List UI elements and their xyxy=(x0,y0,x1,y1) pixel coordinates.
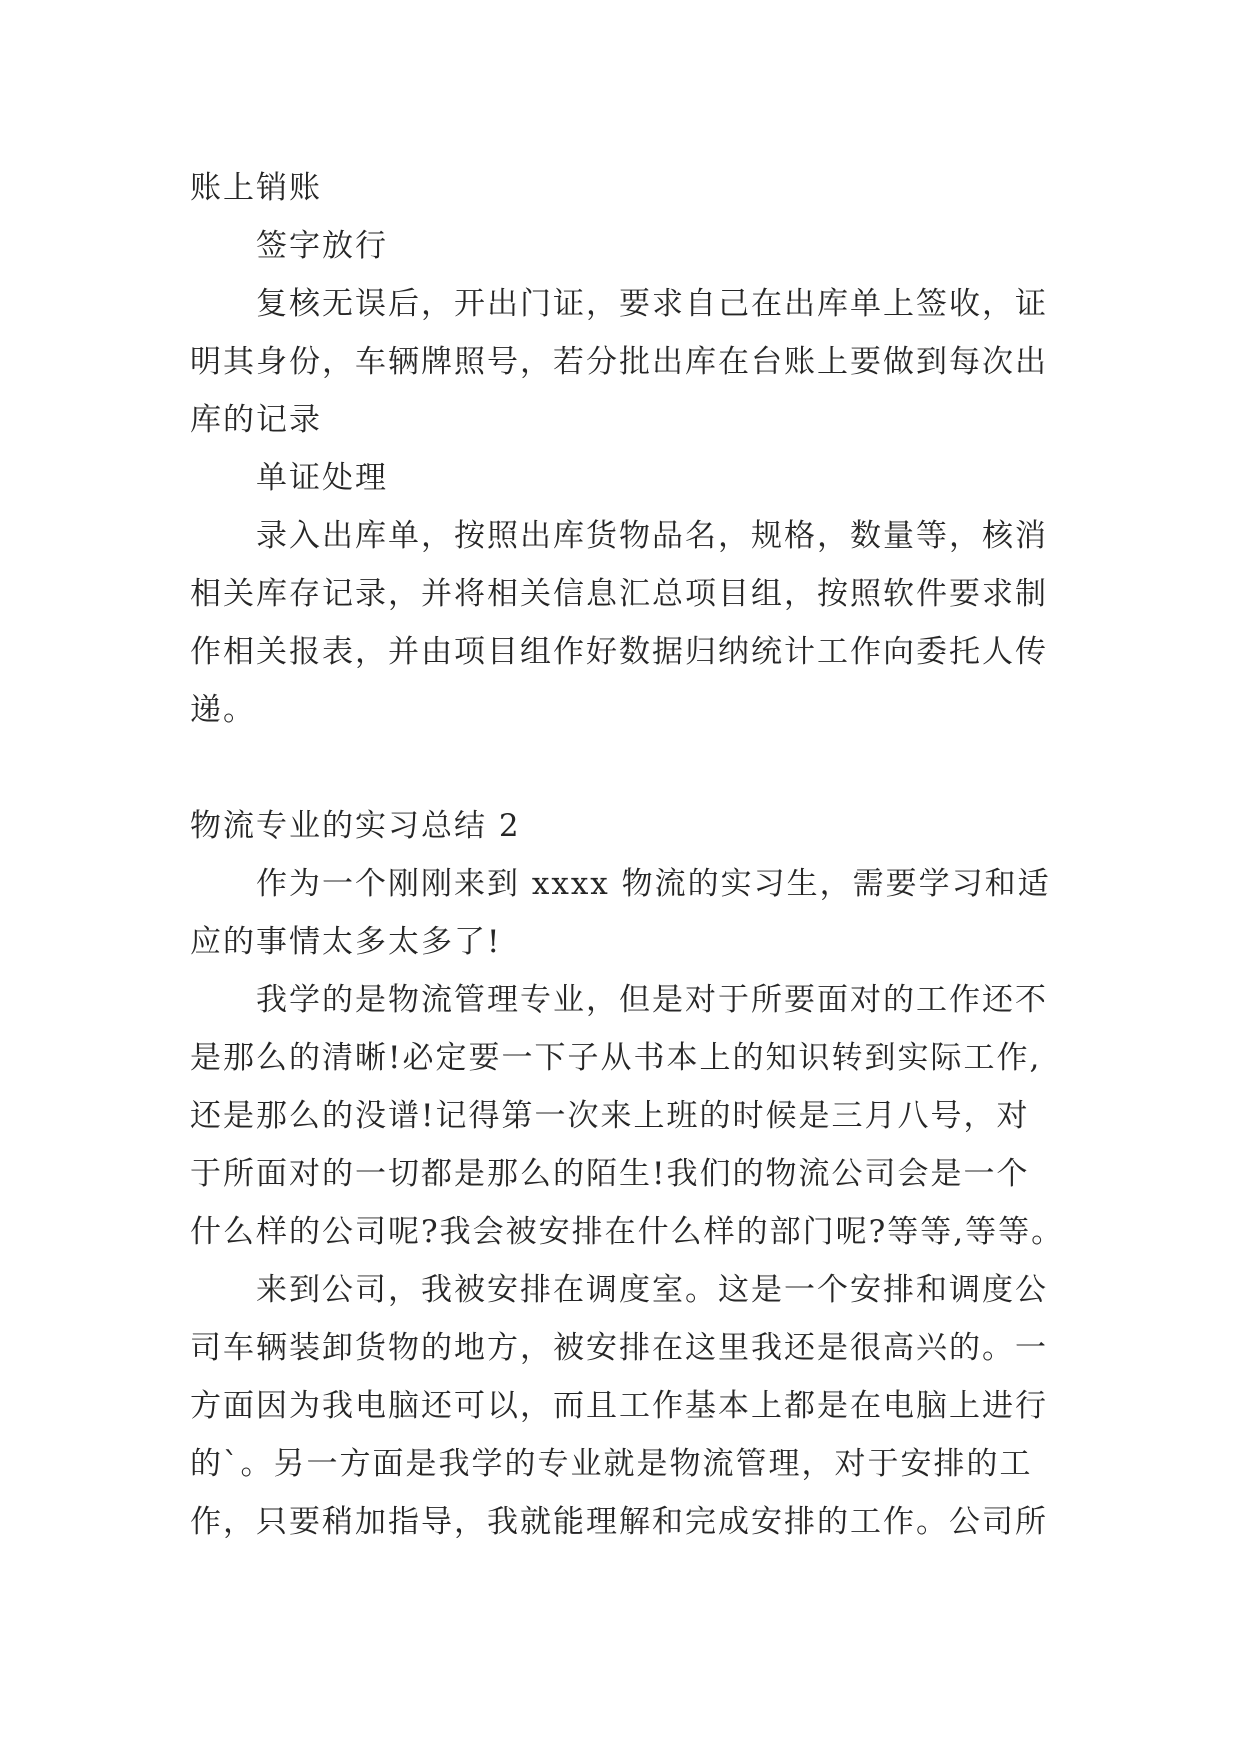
text-line-zhang-shang-xiao-zhang: 账上销账 xyxy=(190,170,322,206)
paragraph-line: 什么样的公司呢?我会被安排在什么样的部门呢?等等,等等。 xyxy=(190,1214,1065,1250)
paragraph-line: 方面因为我电脑还可以，而且工作基本上都是在电脑上进行 xyxy=(190,1388,1048,1424)
paragraph-line: 我学的是物流管理专业，但是对于所要面对的工作还不 xyxy=(256,982,1048,1018)
subheading-dan-zheng-chu-li: 单证处理 xyxy=(256,460,388,496)
paragraph-line: 作为一个刚刚来到 xxxx 物流的实习生，需要学习和适 xyxy=(256,866,1051,902)
paragraph-line: 复核无误后，开出门证，要求自己在出库单上签收，证 xyxy=(256,286,1048,322)
paragraph-line: 来到公司，我被安排在调度室。这是一个安排和调度公 xyxy=(256,1272,1048,1308)
paragraph-line: 库的记录 xyxy=(190,402,322,438)
section-title: 物流专业的实习总结 2 xyxy=(190,808,521,844)
paragraph-line: 是那么的清晰!必定要一下子从书本上的知识转到实际工作, xyxy=(190,1040,1042,1076)
paragraph-line: 明其身份，车辆牌照号，若分批出库在台账上要做到每次出 xyxy=(190,344,1048,380)
paragraph-line: 司车辆装卸货物的地方，被安排在这里我还是很高兴的。一 xyxy=(190,1330,1048,1366)
paragraph-line: 递。 xyxy=(190,692,256,728)
paragraph-line: 相关库存记录，并将相关信息汇总项目组，按照软件要求制 xyxy=(190,576,1048,612)
paragraph-line: 录入出库单，按照出库货物品名，规格，数量等，核消 xyxy=(256,518,1048,554)
paragraph-line: 应的事情太多太多了! xyxy=(190,924,502,960)
paragraph-line: 作相关报表，并由项目组作好数据归纳统计工作向委托人传 xyxy=(190,634,1048,670)
paragraph-line: 作，只要稍加指导，我就能理解和完成安排的工作。公司所 xyxy=(190,1504,1048,1540)
paragraph-line: 的`。另一方面是我学的专业就是物流管理，对于安排的工 xyxy=(190,1446,1033,1482)
paragraph-line: 还是那么的没谱!记得第一次来上班的时候是三月八号，对 xyxy=(190,1098,1030,1134)
paragraph-line: 于所面对的一切都是那么的陌生!我们的物流公司会是一个 xyxy=(190,1156,1030,1192)
subheading-qian-zi-fang-xing: 签字放行 xyxy=(256,228,388,264)
